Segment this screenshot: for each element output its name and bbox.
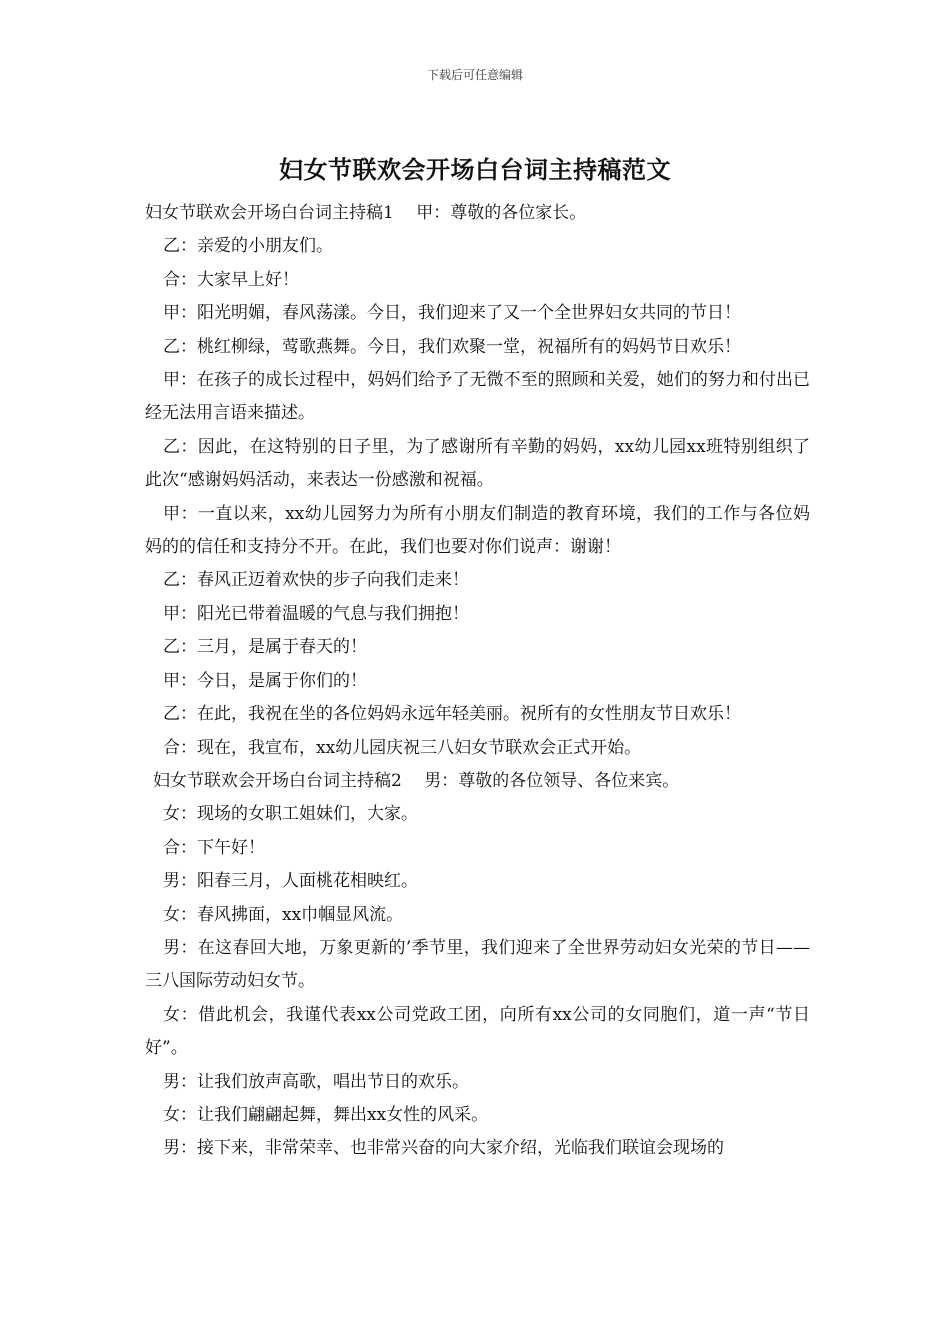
paragraph: 男：让我们放声高歌，唱出节日的欢乐。 [163,1071,469,1092]
paragraph: 女：现场的女职工姐妹们，大家。 [163,804,418,825]
paragraph: 男：阳春三月，人面桃花相映红。 [163,871,418,892]
paragraph: 合：现在，我宣布，xx幼儿园庆祝三八妇女节联欢会正式开始。 [163,737,642,758]
document-title: 妇女节联欢会开场白台词主持稿范文 [279,155,671,184]
header-note: 下载后可任意编辑 [426,68,523,82]
paragraph: 甲：今日，是属于你们的！ [163,670,367,691]
paragraph: 女：让我们翩翩起舞，舞出xx女性的风采。 [163,1104,489,1125]
paragraph: 乙：在此，我祝在坐的各位妈妈永远年轻美丽。祝所有的女性朋友节日欢乐！ [163,704,741,725]
paragraph: 甲：阳光已带着温暖的气息与我们拥抱！ [163,603,469,624]
paragraph-heading-1: 妇女节联欢会开场白台词主持稿1 甲：尊敬的各位家长。 [145,203,587,223]
paragraph: 乙：春风正迈着欢快的步子向我们走来！ [163,570,469,591]
paragraph: 乙：因此，在这特别的日子里，为了感谢所有辛勤的妈妈，xx幼儿园xx班特别组织了此次“感谢妈妈活动，来表达一份感激和祝福。 [145,436,810,491]
paragraph: 甲：一直以来，xx幼儿园努力为所有小朋友们制造的教育环境，我们的工作与各位妈妈的的信任和支持分不开。在此，我们也要对你们说声：谢谢！ [145,503,810,558]
paragraph: 乙：三月，是属于春天的！ [163,637,367,658]
paragraph: 女：借此机会，我谨代表xx公司党政工团，向所有xx公司的女同胞们，道一声“节日好”。 [145,1004,810,1059]
paragraph-heading-2: 妇女节联欢会开场白台词主持稿2 男：尊敬的各位领导、各位来宾。 [153,770,680,791]
paragraph: 甲：阳光明媚，春风荡漾。今日，我们迎来了又一个全世界妇女共同的节日！ [163,303,741,324]
paragraph: 男：接下来，非常荣幸、也非常兴奋的向大家介绍，光临我们联谊会现场的 [163,1138,724,1159]
paragraph: 合：下午好！ [163,837,265,858]
paragraph: 甲：在孩子的成长过程中，妈妈们给予了无微不至的照顾和关爱，她们的努力和付出已经无法用言语来描述。 [145,370,810,424]
paragraph: 乙：亲爱的小朋友们。 [163,236,333,257]
paragraph: 合：大家早上好！ [163,269,299,290]
paragraph: 女：春风拂面，xx巾帼显风流。 [163,904,404,925]
paragraph: 乙：桃红柳绿，莺歌燕舞。今日，我们欢聚一堂，祝福所有的妈妈节日欢乐！ [163,336,741,357]
document-body [145,197,810,1166]
paragraph: 男：在这春回大地，万象更新的’季节里，我们迎来了全世界劳动妇女光荣的节日——三八国际劳动妇女节。 [145,937,810,992]
